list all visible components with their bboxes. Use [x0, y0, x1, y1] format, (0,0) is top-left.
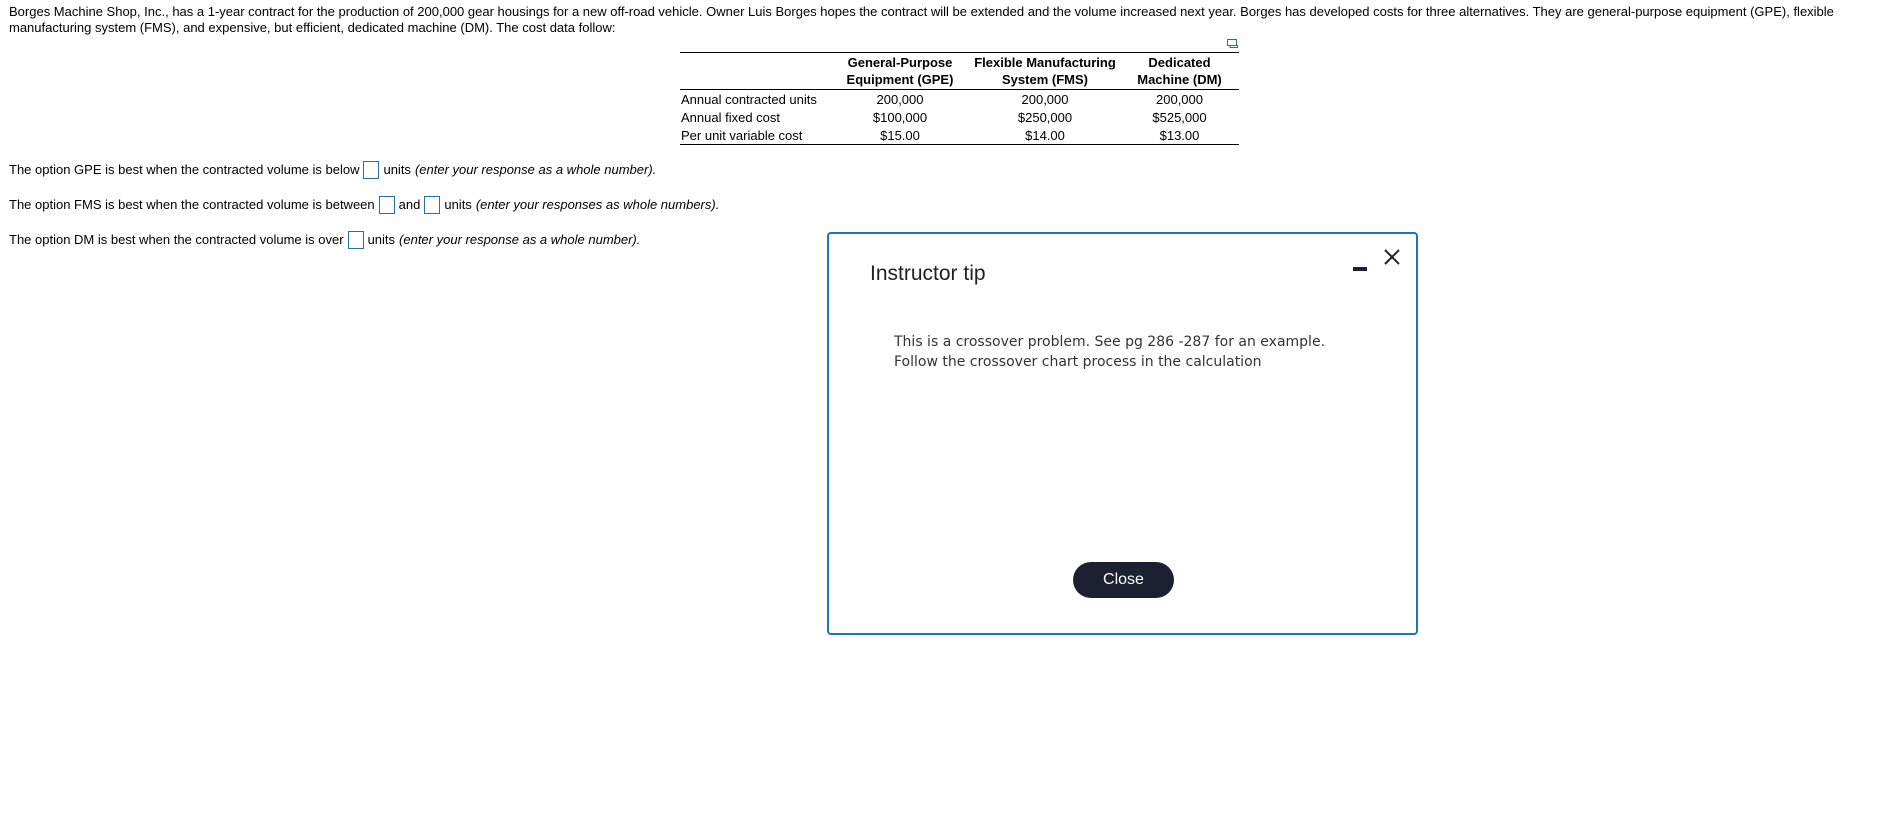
- expand-table-icon[interactable]: [1227, 39, 1238, 48]
- table-cell: $14.00: [1025, 127, 1065, 143]
- units-label: units: [383, 162, 411, 177]
- units-label: units: [444, 197, 472, 212]
- question-text: The option DM is best when the contracted volume is over: [9, 232, 344, 247]
- close-icon[interactable]: [1383, 248, 1401, 266]
- table-cell: $250,000: [1017, 109, 1073, 125]
- dm-answer-input[interactable]: [348, 231, 364, 249]
- table-row: [680, 108, 1239, 126]
- table-cell: $525,000: [1152, 109, 1207, 125]
- gpe-answer-input[interactable]: [363, 161, 379, 179]
- row-label: Annual fixed cost: [681, 109, 781, 125]
- table-cell: $15.00: [880, 127, 920, 143]
- minimize-icon[interactable]: [1352, 258, 1368, 272]
- table-header-empty: [680, 53, 830, 90]
- column-header-gpe: General-Purpose Equipment (GPE): [846, 55, 954, 87]
- table-header-row: [680, 53, 1239, 90]
- column-header-dm: Dedicated Machine (DM): [1137, 55, 1222, 87]
- table-cell: $13.00: [1159, 127, 1200, 143]
- hint-text: (enter your response as a whole number).: [414, 162, 657, 177]
- table-cell: $100,000: [872, 109, 928, 125]
- instructor-tip-dialog: [827, 232, 1418, 635]
- table-cell: 200,000: [876, 91, 924, 107]
- question-gpe: [9, 160, 656, 180]
- table-row: [680, 90, 1239, 109]
- dialog-title: Instructor tip: [870, 262, 986, 285]
- table-row: [680, 126, 1239, 145]
- column-header-fms: Flexible Manufacturing System (FMS): [974, 55, 1116, 87]
- and-label: and: [398, 197, 421, 212]
- row-label: Per unit variable cost: [681, 127, 803, 143]
- table-cell: 200,000: [1021, 91, 1069, 107]
- problem-intro: Borges Machine Shop, Inc., has a 1-year contract for the production of 200,000 gear housings for a new off-road vehicle. Owner Luis Borges hopes the contract will be extended and the volume increased next year. Borges has developed costs for three alternatives. They are general-purpose equipment (GPE), flexible manufacturing system (FMS), and expensive, but efficient, dedicated machine (DM). The cost data follow:: [9, 4, 1834, 35]
- units-label: units: [367, 232, 396, 247]
- hint-text: (enter your responses as whole numbers).: [475, 197, 720, 212]
- question-dm: [9, 230, 640, 250]
- fms-upper-answer-input[interactable]: [424, 196, 440, 214]
- row-label: Annual contracted units: [681, 91, 817, 107]
- cost-data-table: [680, 52, 1239, 145]
- question-fms: [9, 195, 719, 215]
- hint-text: (enter your response as a whole number).: [399, 232, 641, 247]
- question-text: The option FMS is best when the contracted volume is between: [9, 197, 375, 212]
- close-button[interactable]: Close: [1073, 562, 1174, 598]
- fms-lower-answer-input[interactable]: [379, 196, 395, 214]
- question-text: The option GPE is best when the contracted volume is below: [9, 162, 360, 177]
- table-cell: 200,000: [1156, 91, 1203, 107]
- dialog-body-text: This is a crossover problem. See pg 286 -287 for an example. Follow the crossover chart process in the calculation: [894, 334, 1326, 370]
